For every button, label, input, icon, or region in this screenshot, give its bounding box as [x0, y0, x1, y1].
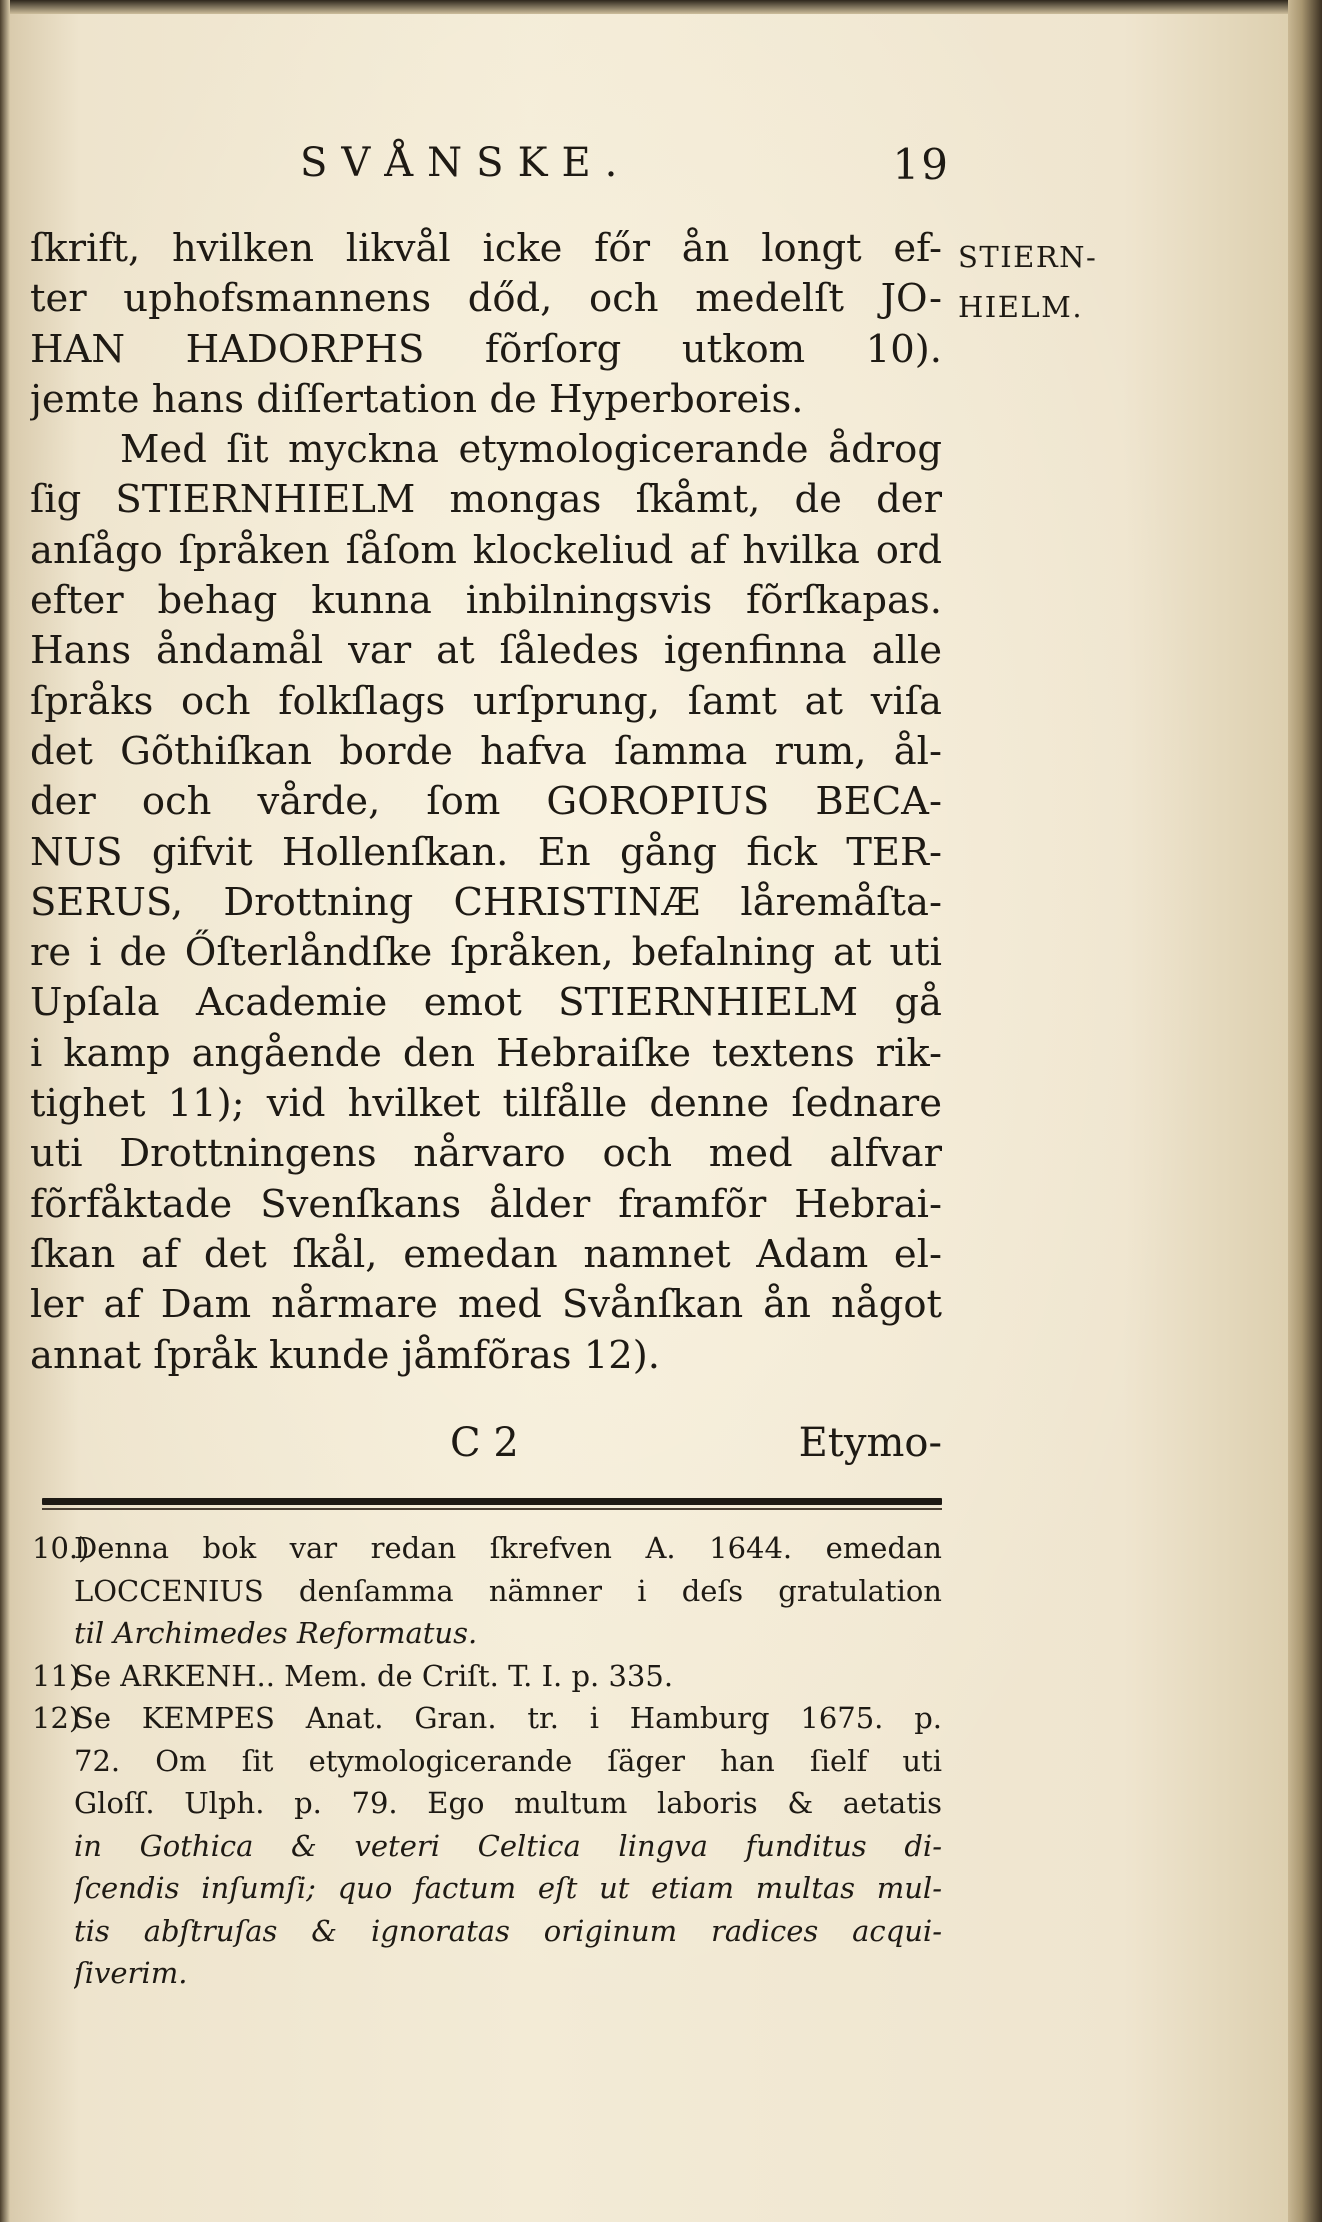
- body-line: anſågo ſpråken ſåſom klockeliud af hvilka ord: [30, 527, 942, 573]
- body-text: [30, 224, 942, 1381]
- footnote-line: Se ARKENH.. Mem. de Criſt. T. I. p. 335.: [74, 1658, 674, 1693]
- signature-mark: C 2: [450, 1420, 519, 1466]
- body-line: fõrfåktade Svenſkans ålder framfõr Hebrai-: [30, 1181, 942, 1227]
- body-line: re i de Őſterlåndſke ſpråken, befalning at uti: [30, 930, 942, 976]
- footnote-line: tis abſtruſas & ignoratas originum radices acqui-: [74, 1913, 942, 1948]
- body-line: Upſala Academie emot STIERNHIELM gå: [30, 980, 942, 1026]
- body-line: ſig STIERNHIELM mongas ſkåmt, de der: [30, 477, 942, 523]
- body-line: ter uphofsmannens dőd, och medelſt JO-: [30, 276, 942, 322]
- page-right-edge: [1288, 0, 1322, 2222]
- footnote-line: Gloſſ. Ulph. p. 79. Ego multum laboris & aetatis: [74, 1786, 942, 1820]
- footnote-line: ſcendis inſumſi; quo factum eſt ut etiam multas mul-: [74, 1871, 942, 1905]
- page-top-edge: [0, 0, 1322, 14]
- footnote-number: 11): [32, 1658, 81, 1693]
- footnote-11: [32, 1655, 942, 1698]
- footnote-10: [32, 1527, 942, 1655]
- margin-note-line: HIELM.: [958, 290, 1084, 324]
- body-line: SERUS, Drottning CHRISTINÆ låremåſta-: [30, 879, 942, 925]
- footnote-line: 72. Om ſit etymologicerande ſäger han ſielf uti: [74, 1743, 942, 1778]
- body-line: det Gõthiſkan borde hafva ſamma rum, ål-: [30, 728, 942, 774]
- footnote-number: 10.): [32, 1531, 90, 1565]
- body-line: ler af Dam nårmare med Svånſkan ån något: [30, 1282, 942, 1328]
- body-line: ſkrift, hvilken likvål icke főr ån longt ef-: [30, 226, 942, 271]
- footnote-line: in Gothica & veteri Celtica lingva funditus di-: [74, 1828, 942, 1863]
- catchword: Etymo-: [798, 1420, 942, 1466]
- footnotes: [32, 1527, 942, 1995]
- body-line: annat ſpråk kunde jåmfõras 12).: [30, 1332, 661, 1378]
- margin-note: [958, 232, 1158, 332]
- body-line: uti Drottningens nårvaro och med alfvar: [30, 1131, 942, 1177]
- body-line: NUS gifvit Hollenſkan. En gång fick TER-: [30, 829, 942, 875]
- footnote-line: LOCCENIUS denſamma nämner i deſs gratulation: [74, 1573, 942, 1608]
- catchline: [30, 1420, 942, 1475]
- footnote-rule-thin: [42, 1508, 942, 1510]
- body-line: HAN HADORPHS fõrſorg utkom 10).: [30, 326, 942, 372]
- page-number: 19: [892, 140, 950, 189]
- footnote-line: ſiverim.: [74, 1956, 188, 1990]
- footnote-12: [32, 1697, 942, 1995]
- body-line: Med ſit myckna etymologicerande ådrog: [120, 427, 942, 473]
- running-title: SVÅNSKE.: [300, 140, 632, 186]
- page-left-edge: [0, 0, 10, 2222]
- page-header: [300, 140, 950, 200]
- margin-note-line: STIERN-: [958, 240, 1098, 274]
- body-line: jemte hans diſſertation de Hyperboreis.: [30, 376, 804, 422]
- footnote-number: 12): [32, 1701, 81, 1735]
- body-line: ſkan af det ſkål, emedan namnet Adam el-: [30, 1231, 942, 1277]
- footnote-line: til Archimedes Reformatus.: [74, 1616, 478, 1650]
- body-line: Hans åndamål var at ſåledes igenfinna alle: [30, 628, 942, 674]
- body-line: der och vårde, ſom GOROPIUS BECA-: [30, 779, 942, 825]
- body-line: tighet 11); vid hvilket tilfålle denne ſednare: [30, 1081, 942, 1127]
- footnote-line: Denna bok var redan ſkrefven A. 1644. emedan: [74, 1531, 942, 1565]
- footnote-line: Se KEMPES Anat. Gran. tr. i Hamburg 1675. p.: [74, 1701, 942, 1735]
- body-line: ſpråks och folkſlags urſprung, ſamt at viſa: [30, 678, 942, 724]
- body-line: i kamp angående den Hebraiſke textens rik-: [30, 1030, 942, 1076]
- body-line: efter behag kunna inbilningsvis fõrſkapas.: [30, 578, 942, 624]
- footnote-rule: [42, 1498, 942, 1505]
